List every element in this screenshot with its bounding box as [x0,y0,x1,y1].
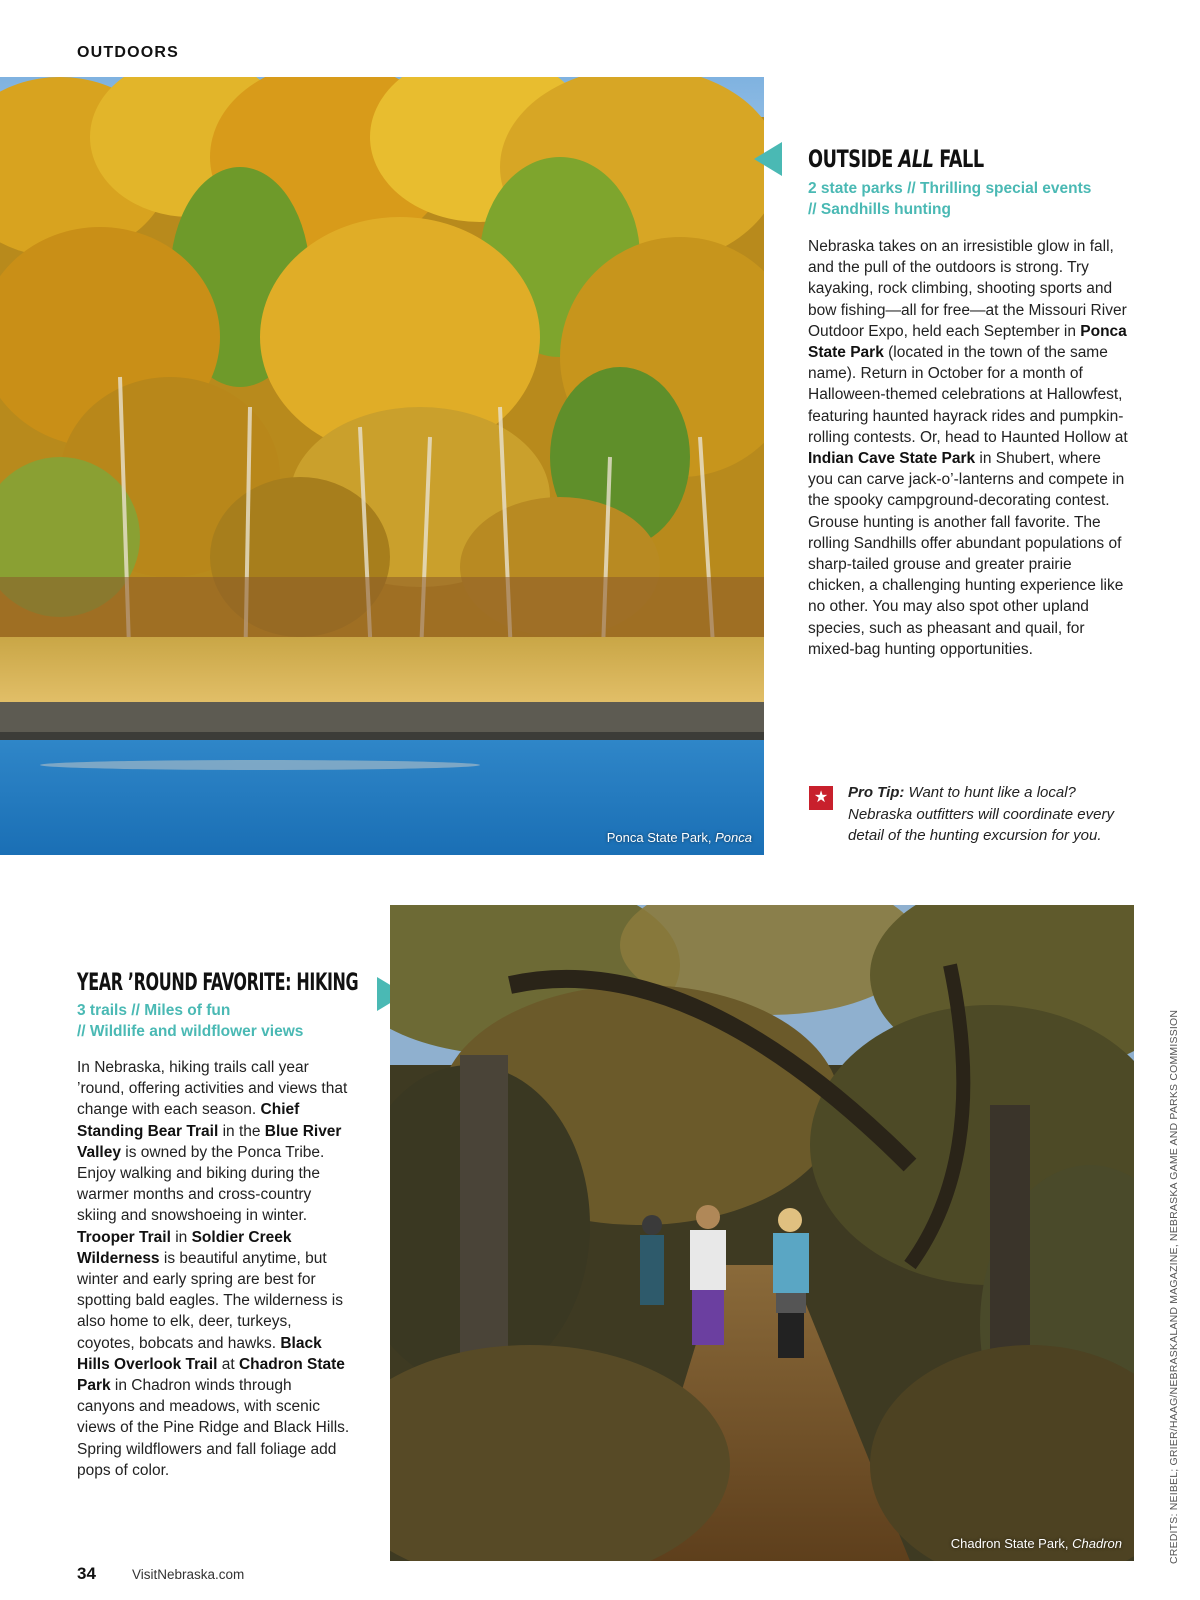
hiking-body-text-run: in [170,1228,192,1246]
footer-url: VisitNebraska.com [132,1567,245,1582]
fall-body-bold-name: Ponca State Park [808,322,1127,362]
fall-body-text-run: in Shubert, where you can carve jack-o’-lanterns and compete in the spooky campground-decorating contest. Grouse hunting is another fall favorite. The rolling Sandhills offer abundant populations of sharp-tailed grouse and greater prairie chicken, a challenging hunting experience like no other. You may also spot other upland species, such as pheasant and quail, for mixed-bag hunting opportunities. [808,450,1125,658]
fall-kicker: 2 state parks // Thrilling special events // Sandhills hunting [808,180,1092,218]
chadron-photo-caption: Chadron State Park, Chadron [950,1536,1122,1551]
hiking-body-bold-name: Chadron State Park [77,1355,345,1395]
hiking-body-bold-name: Trooper Trail [77,1228,171,1246]
pro-tip: Pro Tip: Want to hunt like a local? Nebraska outfitters will coordinate every detail of the hunting excursion for you. [848,784,1114,844]
fall-body-bold-name: Indian Cave State Park [808,450,976,468]
hiking-body-text-run: at [217,1355,239,1373]
hiking-body-bold-name: Chief Standing Bear Trail [77,1101,300,1140]
ponca-photo-illustration [0,77,764,855]
ponca-state-park-photo [0,77,764,855]
page-number: 34 [77,1564,96,1583]
hiking-body-bold-name: Blue River Valley [77,1122,342,1161]
hiking-body-text-run: in Chadron winds through canyons and meadows, with scenic views of the Pine Ridge and Black Hills. Spring wildflowers and fall foliage add pops of color. [77,1377,350,1479]
hiking-body-text-run: is beautiful anytime, but winter and early spring are best for spotting bald eagles. The wilderness is also home to elk, deer, turkeys, coyotes, bobcats and hawks. [77,1249,343,1352]
hiking-body-text-run: in the [218,1122,265,1140]
hiking-body-text-run: In Nebraska, hiking trails call year ’round, offering activities and views that change with each season. [77,1059,348,1119]
hiking-body-bold-name: Black Hills Overlook Trail [77,1334,322,1373]
fall-section-arrow [754,142,782,176]
hiking-headline: YEAR ’ROUND FAVORITE: HIKING [77,968,359,996]
hiking-body-text-run: is owned by the Ponca Tribe. Enjoy walking and biking during the warmer months and cross-country skiing and snowshoeing in winter. [77,1143,325,1225]
hiking-body-bold-name: Soldier Creek Wilderness [77,1228,292,1267]
section-label: OUTDOORS [77,44,180,61]
ponca-photo-caption: Ponca State Park, Ponca [606,830,752,845]
hiking-body-text [77,1057,352,1481]
chadron-photo-illustration [390,905,1134,1561]
fall-body-text-run: (located in the town of the same name). Return in October for a month of Halloween-themed celebrations at Hallowfest, featuring haunted hayrack rides and pumpkin-rolling contests. Or, head to Haunted Hollow at [808,344,1128,446]
chadron-state-park-photo [390,905,1134,1561]
fall-body-text-run: Nebraska takes on an irresistible glow in fall, and the pull of the outdoors is strong. Try kayaking, rock climbing, shooting sports and bow fishing—all for free—at the Missouri River Outdoor Expo, held each September in [808,238,1127,340]
hiking-kicker: 3 trails // Miles of fun // Wildlife and wildflower views [77,1002,304,1040]
star-icon: ★ [809,786,833,810]
fall-body-text [808,236,1128,660]
photo-credits: CREDITS: NEIBEL; GRIER/HAAG/NEBRASKALAND MAGAZINE, NEBRASKA GAME AND PARKS COMMISSION [1168,1009,1180,1564]
fall-headline: OUTSIDE ALL FALL [808,145,984,173]
